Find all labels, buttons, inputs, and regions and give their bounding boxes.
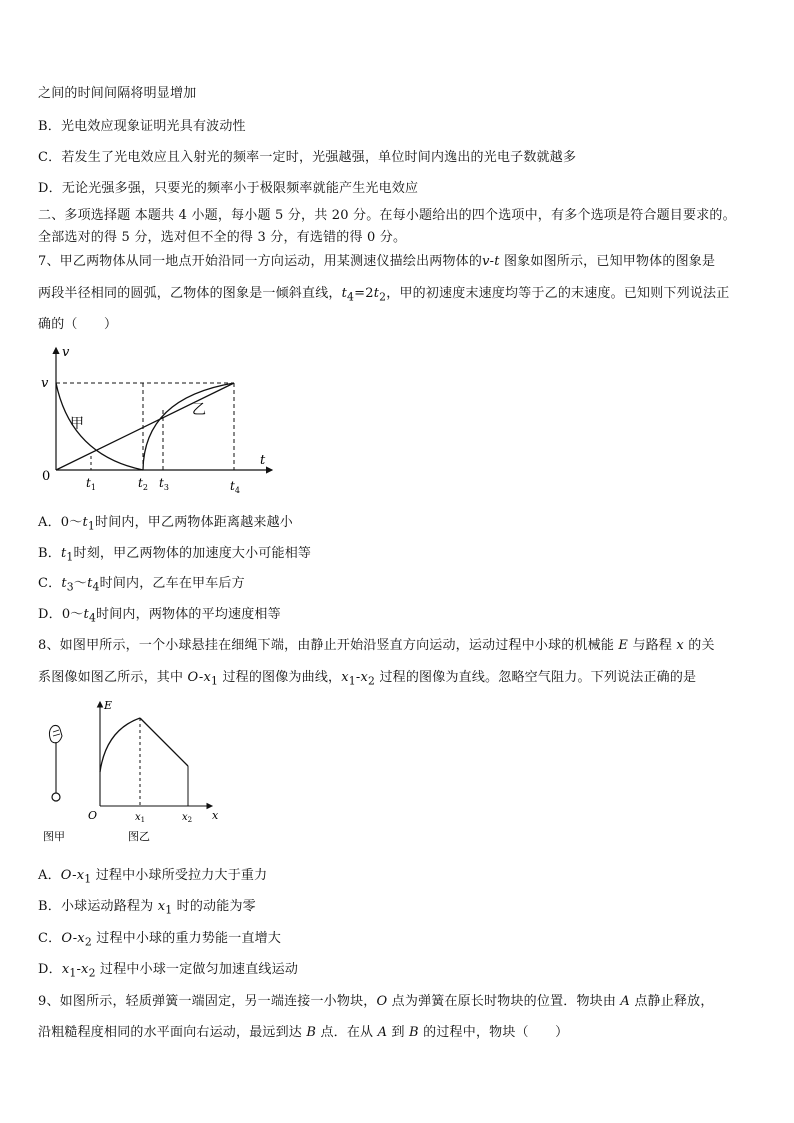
v-tick-label: v bbox=[41, 376, 49, 391]
question-8-line-1: 8、如图甲所示，一个小球悬挂在细绳下端，由静止开始沿竖直方向运动，运动过程中小球的机械能 E 与路程 x 的关 bbox=[38, 638, 715, 653]
question-7-option-a: A．$0\sim t_1$时间内，甲乙两物体距离越来越小 bbox=[38, 515, 294, 533]
question-7-line-1: 7、甲乙两物体从同一地点开始沿同一方向运动，用某测速仪描绘出两物体的v-t 图象如图所示，已知甲物体的图象是 bbox=[38, 254, 716, 269]
t1-label: $t_1$ bbox=[86, 476, 96, 492]
curve-O-x1 bbox=[100, 718, 140, 772]
question-8-option-d: D．$x_1-x_2$ 过程中小球一定做匀加速直线运动 bbox=[38, 962, 299, 980]
jia-label: 甲 bbox=[70, 416, 84, 432]
figure-8 bbox=[36, 696, 236, 851]
yi-label: 乙 bbox=[192, 402, 206, 418]
question-7-line-3: 确的（ ） bbox=[38, 317, 118, 332]
question-7-option-b: B．$t_1$时刻，甲乙两物体的加速度大小可能相等 bbox=[38, 546, 312, 564]
caption-figure-yi: 图乙 bbox=[128, 830, 150, 843]
v-axis-label: v bbox=[62, 345, 70, 360]
origin-O-label: O bbox=[88, 809, 98, 822]
origin-label: 0 bbox=[42, 469, 51, 484]
section-heading-multiple-choice: 二、多项选择题 本题共 4 小题，每小题 5 分，共 20 分。在每小题给出的四个选项中，有多个选项是符合题目要求的。 bbox=[38, 208, 736, 223]
t2-label: $t_2$ bbox=[138, 476, 148, 492]
question-7-option-d: D．$0\sim t_4$时间内，两物体的平均速度相等 bbox=[38, 607, 281, 625]
t4-label: $t_4$ bbox=[230, 479, 240, 495]
option-b-photoelectric: B．光电效应现象证明光具有波动性 bbox=[38, 119, 246, 134]
option-c-photoelectric: C．若发生了光电效应且入射光的频率一定时，光强越强，单位时间内逸出的光电子数就越多 bbox=[38, 150, 577, 165]
question-7-line-2: 两段半径相同的圆弧，乙物体的图象是一倾斜直线，$t_4=2t_2$，甲的初速度末速度均等于乙的末速度。已知则下列说法正 bbox=[38, 286, 730, 304]
question-7-option-c: C．$t_3\sim t_4$时间内，乙车在甲车后方 bbox=[38, 576, 245, 594]
t3-label: $t_3$ bbox=[159, 476, 169, 492]
figure-7-vt-graph bbox=[36, 340, 281, 495]
question-8-option-a: A．$O-x_1$ 过程中小球所受拉力大于重力 bbox=[38, 868, 268, 886]
figure-jia-hand-ball bbox=[49, 725, 62, 801]
line-x1-x2 bbox=[140, 718, 188, 766]
question-8-option-b: B．小球运动路程为 $x_1$ 时的动能为零 bbox=[38, 899, 256, 917]
E-axis-label: E bbox=[104, 699, 113, 712]
caption-figure-jia: 图甲 bbox=[43, 830, 65, 843]
x2-label: $x_2$ bbox=[182, 812, 193, 824]
option-d-photoelectric: D．无论光强多强，只要光的频率小于极限频率就能产生光电效应 bbox=[38, 181, 419, 196]
x1-label: $x_1$ bbox=[135, 812, 146, 824]
x-axis-label: x bbox=[212, 809, 219, 822]
section-scoring-rule: 全部选对的得 5 分，选对但不全的得 3 分，有选错的得 0 分。 bbox=[38, 230, 407, 245]
question-8-line-2: 系图像如图乙所示，其中 $O-x_1$ 过程的图像为曲线，$x_1-x_2$ 过程的图像为直线。忽略空气阻力。下列说法正确的是 bbox=[38, 670, 697, 688]
jia-arc-2 bbox=[143, 383, 234, 470]
question-9-line-1: 9、如图所示，轻质弹簧一端固定，另一端连接一小物块，O 点为弹簧在原长时物块的位置．物块由 A 点静止释放， bbox=[38, 994, 714, 1009]
question-8-option-c: C．$O-x_2$ 过程中小球的重力势能一直增大 bbox=[38, 931, 282, 949]
text-line-1: 之间的时间间隔将明显增加 bbox=[38, 86, 197, 101]
question-9-line-2: 沿粗糙程度相同的水平面向右运动，最远到达 B 点．在从 A 到 B 的过程中，物块（ ） bbox=[38, 1025, 569, 1040]
t-axis-label: t bbox=[260, 453, 266, 468]
